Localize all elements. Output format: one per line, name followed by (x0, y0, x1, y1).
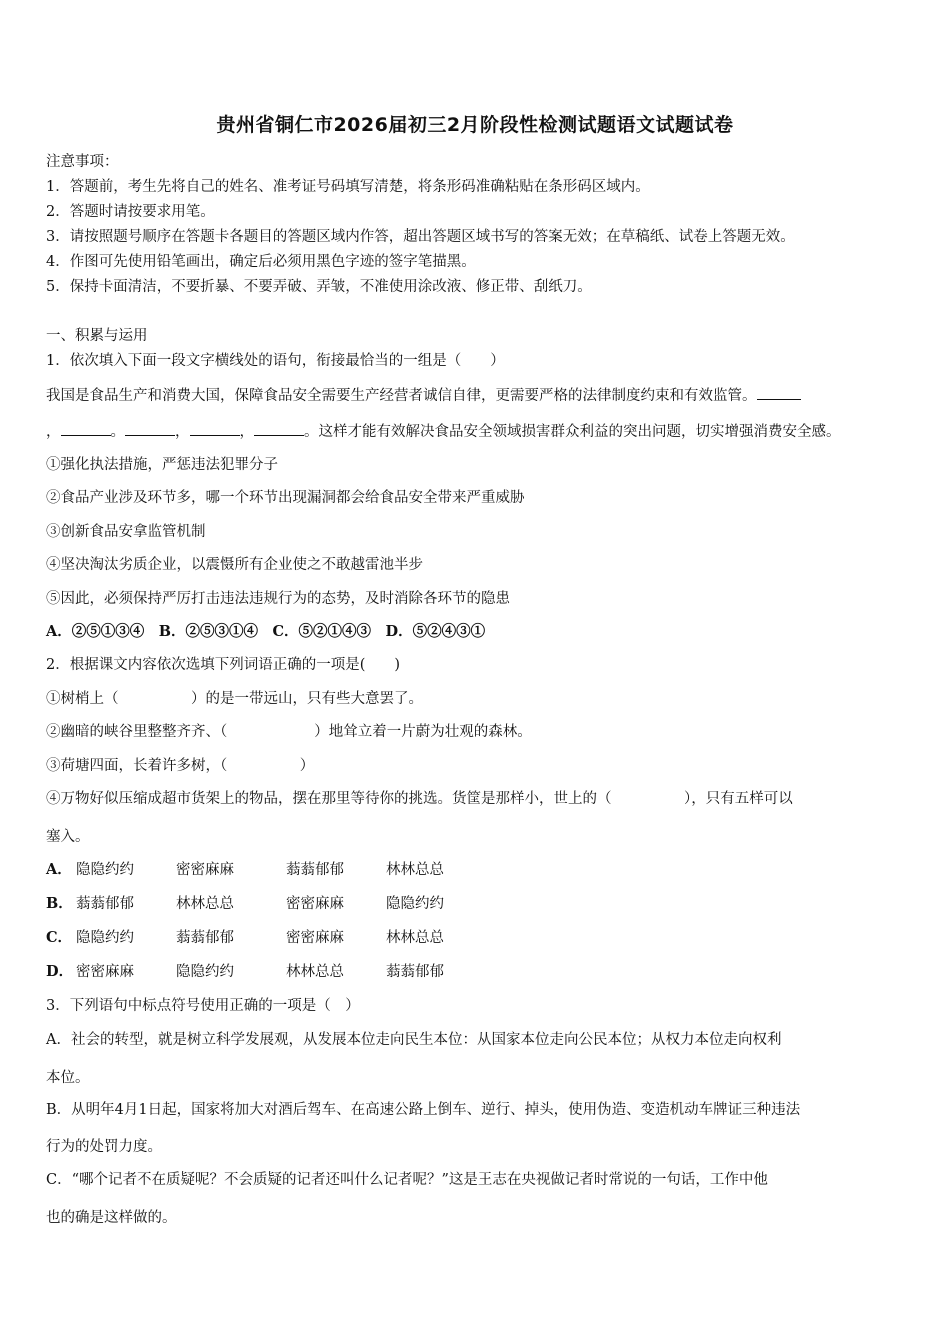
q1-item-1: ①强化执法措施，严惩违法犯罪分子 (46, 457, 278, 473)
q2-option-a-word-3: 蓊蓊郁郁 (286, 862, 344, 878)
q1-blank-4 (190, 421, 240, 436)
q2-option-c-label: C． (46, 929, 73, 946)
q1-sep-1: ， (46, 424, 61, 440)
q2-option-c-word-2: 蓊蓊郁郁 (176, 930, 234, 946)
q1-sep-4: ， (239, 424, 254, 440)
notice-item-2: 2．答题时请按要求用笔。 (46, 204, 215, 220)
q1-item-4: ④坚决淘汰劣质企业，以震慑所有企业使之不敢越雷池半步 (46, 557, 423, 573)
q1-text-line2 (46, 421, 841, 442)
notice-heading: 注意事项： (46, 154, 119, 170)
q1-item-5: ⑤因此，必须保持严厉打击违法违规行为的态势，及时消除各环节的隐患 (46, 591, 510, 607)
q1-item-2: ②食品产业涉及环节多，哪一个环节出现漏洞都会给食品安全带来严重威胁 (46, 490, 525, 506)
q2-option-b-word-2: 林林总总 (176, 896, 234, 912)
q1-blank-1 (757, 385, 801, 400)
section-heading: 一、积累与运用 (46, 328, 148, 344)
q1-sep-2: 。 (110, 424, 125, 440)
q1-blank-3 (125, 421, 175, 436)
q2-option-d-word-3: 林林总总 (286, 964, 344, 980)
q2-option-c-word-3: 密密麻麻 (286, 930, 344, 946)
q1-text-line1 (46, 385, 801, 406)
q1-sep-3: ， (175, 424, 190, 440)
q2-option-a-word-2: 密密麻麻 (176, 862, 234, 878)
q2-option-d (46, 962, 444, 982)
q2-item-4-line2: 塞入。 (46, 829, 90, 845)
q2-option-b-word-4: 隐隐约约 (386, 896, 444, 912)
q1-sep-5: 。 (304, 424, 319, 440)
q2-option-c-word-4: 林林总总 (386, 930, 444, 946)
q2-option-d-word-1: 密密麻麻 (76, 964, 134, 980)
notice-item-1: 1．答题前，考生先将自己的姓名、准考证号码填写清楚，将条形码准确粘贴在条形码区域内。 (46, 179, 650, 195)
q2-option-b (46, 894, 444, 914)
q2-option-a (46, 860, 444, 880)
notice-item-4: 4．作图可先使用铅笔画出，确定后必须用黑色字迹的签字笔描黑。 (46, 254, 476, 270)
q2-stem: 2．根据课文内容依次选填下列词语正确的一项是( ) (46, 657, 401, 673)
notice-item-3: 3．请按照题号顺序在答题卡各题目的答题区域内作答，超出答题区域书写的答案无效；在草稿纸、试卷上答题无效。 (46, 229, 795, 245)
q2-option-c-word-1: 隐隐约约 (76, 930, 134, 946)
exam-title: 贵州省铜仁市2026届初三2月阶段性检测试题语文试题试卷 (216, 114, 734, 136)
q1-text-line2-end: 这样才能有效解决食品安全领域损害群众利益的突出问题，切实增强消费安全感。 (318, 424, 841, 440)
q2-item-2: ②幽暗的峡谷里整整齐齐、（ ）地耸立着一片蔚为壮观的森林。 (46, 724, 532, 740)
q3-stem: 3．下列语句中标点符号使用正确的一项是（ ） (46, 998, 360, 1014)
q2-option-b-word-1: 蓊蓊郁郁 (76, 896, 134, 912)
q3-option-b-line2: 行为的处罚力度。 (46, 1139, 162, 1155)
q3-option-b-line1: B．从明年4月1日起，国家将加大对酒后驾车、在高速公路上倒车、逆行、掉头，使用伪造、变造机动车牌证三种违法 (46, 1102, 801, 1118)
q1-blank-5 (254, 421, 304, 436)
q2-option-c (46, 928, 444, 948)
q3-option-c-line1: C．“哪个记者不在质疑呢？不会质疑的记者还叫什么记者呢？”这是王志在央视做记者时常说的一句话，工作中他 (46, 1172, 768, 1188)
q1-item-3: ③创新食品安拿监管机制 (46, 524, 206, 540)
q2-item-3: ③荷塘四面，长着许多树，（ ） (46, 758, 315, 774)
q2-item-4-line1: ④万物好似压缩成超市货架上的物品，摆在那里等待你的挑选。货筐是那样小，世上的（ ），只有五样可以 (46, 791, 793, 807)
q1-options: A．②⑤①③④ B．②⑤③①④ C．⑤②①④③ D．⑤②④③① (46, 623, 486, 640)
q2-option-d-word-2: 隐隐约约 (176, 964, 234, 980)
q3-option-a-line2: 本位。 (46, 1070, 90, 1086)
notice-item-5: 5．保持卡面清洁，不要折暴、不要弄破、弄皱，不准使用涂改液、修正带、刮纸刀。 (46, 279, 592, 295)
q1-blank-2 (61, 421, 111, 436)
q3-option-c-line2: 也的确是这样做的。 (46, 1210, 177, 1226)
q2-option-a-word-4: 林林总总 (386, 862, 444, 878)
q2-item-1: ①树梢上（ ）的是一带远山，只有些大意罢了。 (46, 691, 423, 707)
q2-option-d-label: D． (46, 963, 74, 980)
q1-stem: 1．依次填入下面一段文字横线处的语句，衔接最恰当的一组是（ ） (46, 353, 505, 369)
q3-option-a-line1: A．社会的转型，就是树立科学发展观，从发展本位走向民生本位：从国家本位走向公民本位；从权力本位走向权利 (46, 1032, 782, 1048)
q1-text-line1-content: 我国是食品生产和消费大国，保障食品安全需要生产经营者诚信自律，更需要严格的法律制度约束和有效监管。 (46, 388, 757, 404)
q2-option-a-word-1: 隐隐约约 (76, 862, 134, 878)
q2-option-b-label: B． (46, 895, 73, 912)
q2-option-d-word-4: 蓊蓊郁郁 (386, 964, 444, 980)
q2-option-a-label: A． (46, 861, 72, 878)
q2-option-b-word-3: 密密麻麻 (286, 896, 344, 912)
